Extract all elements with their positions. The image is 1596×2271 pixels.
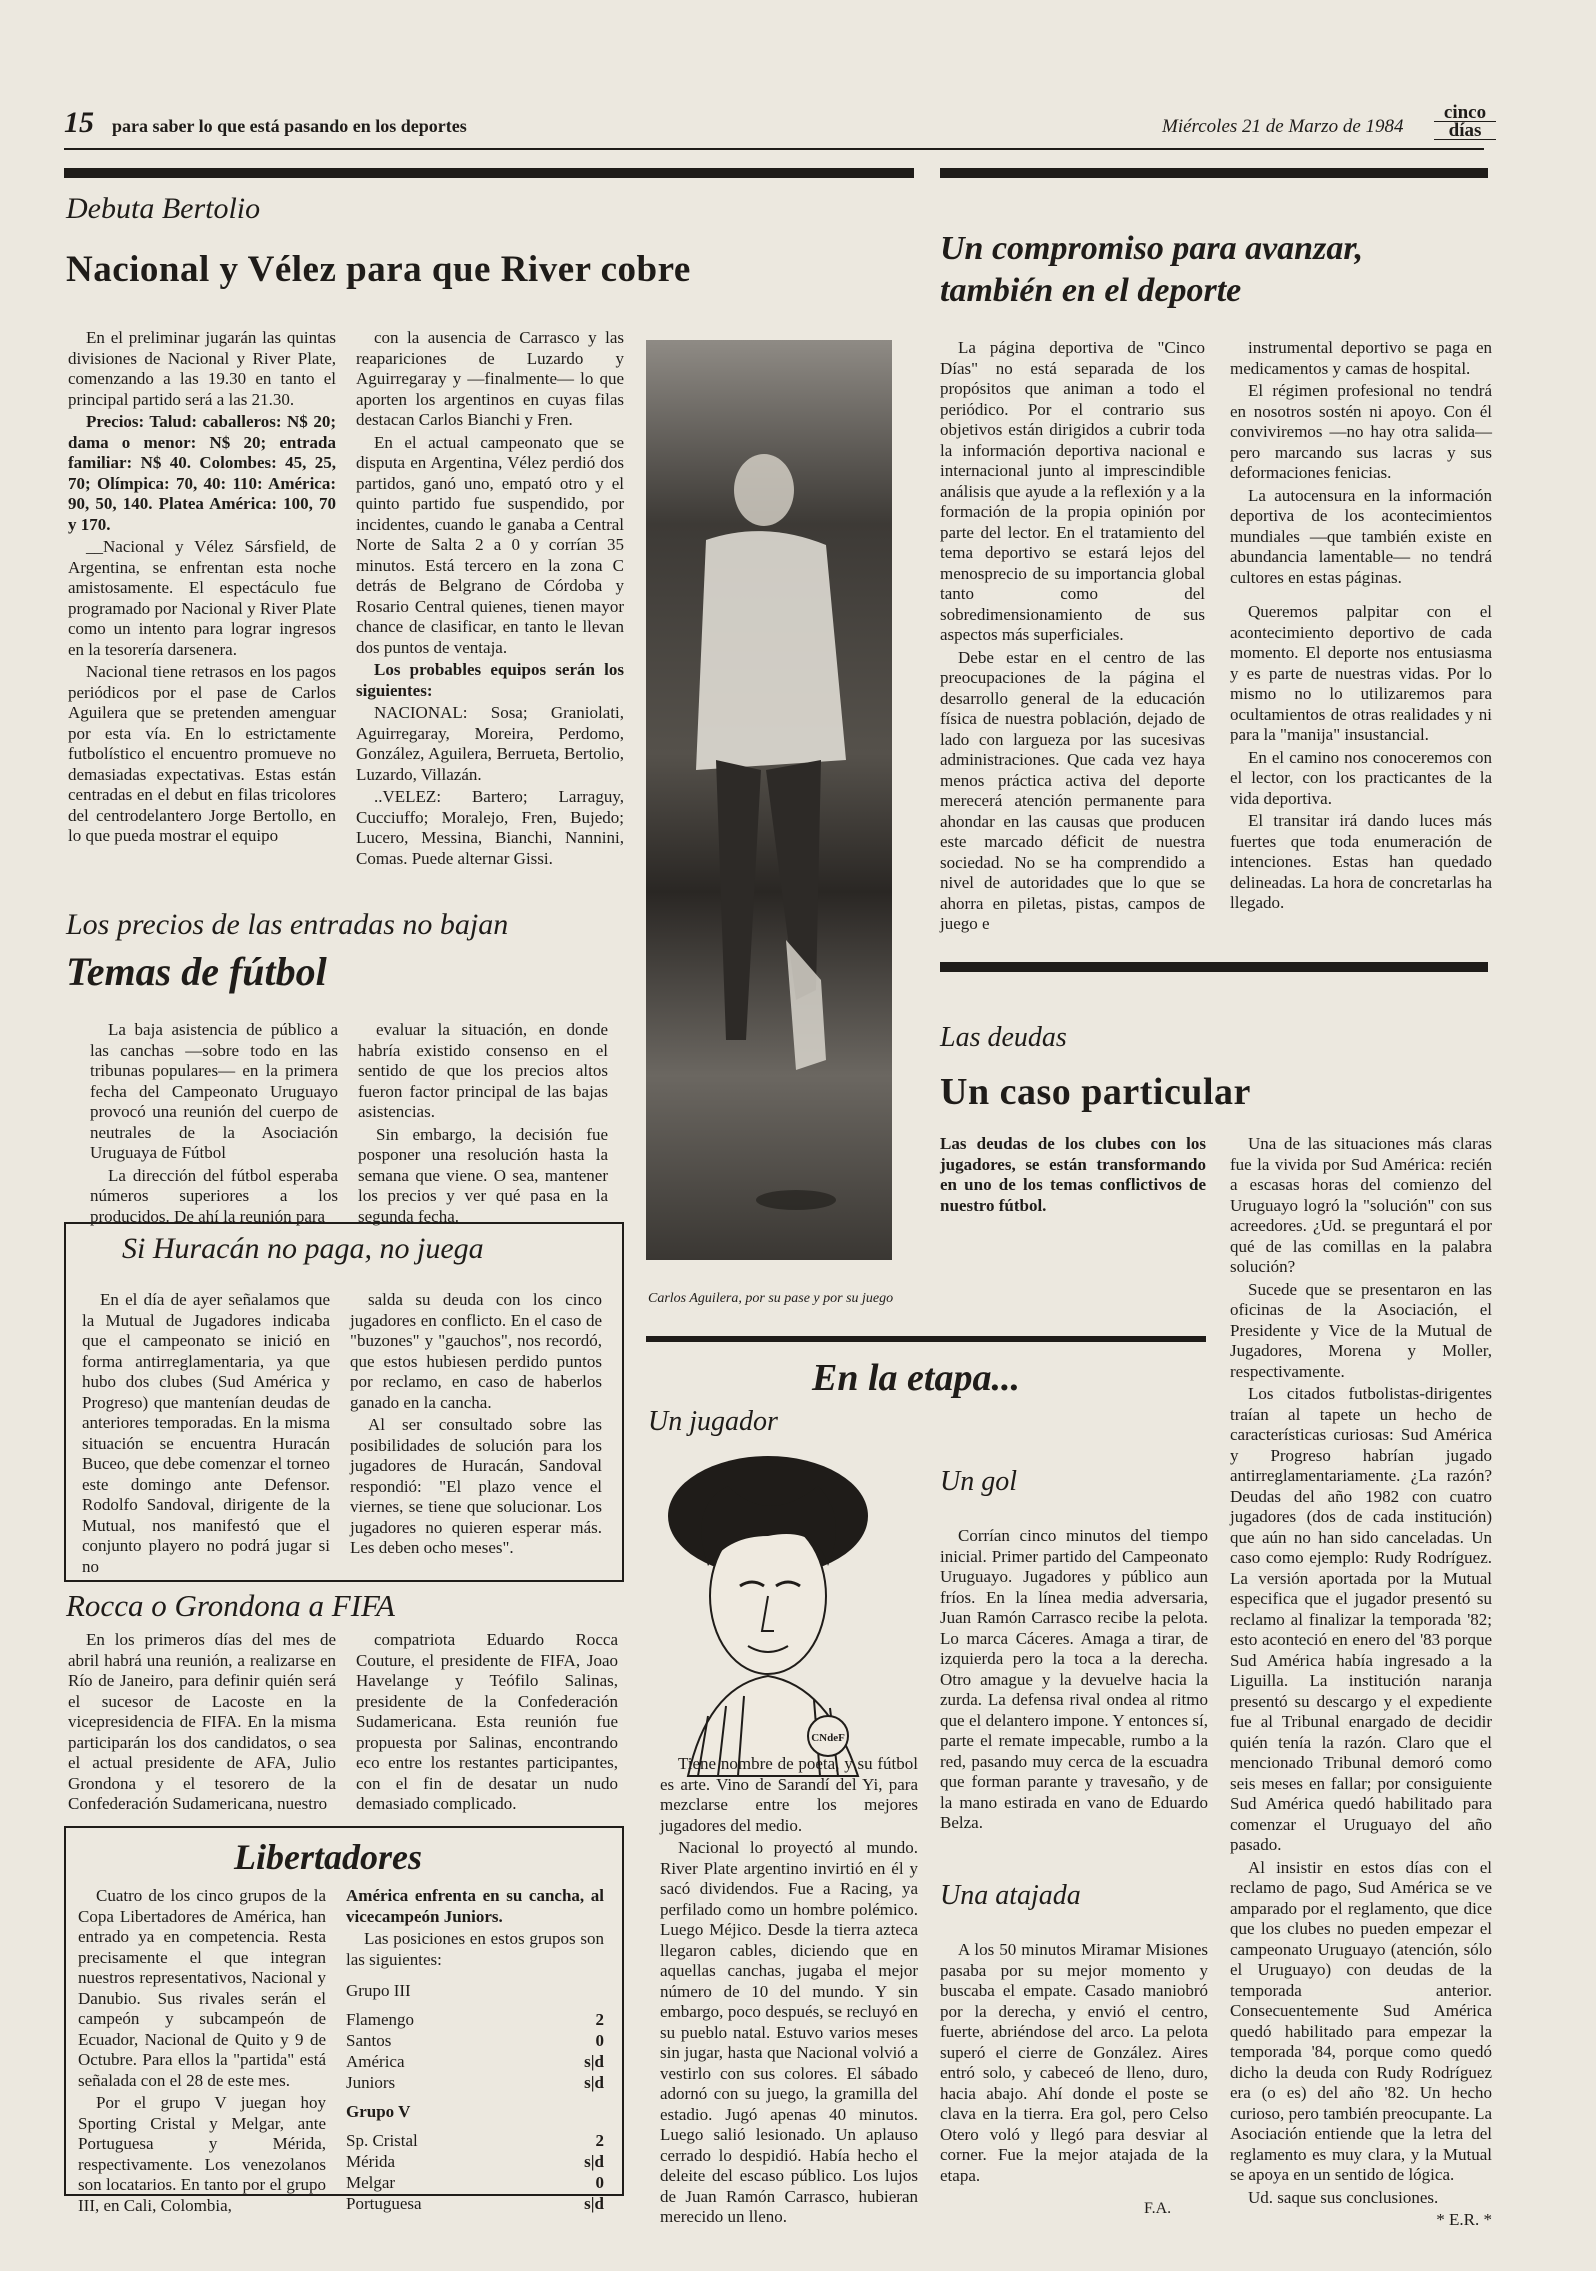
section-rule [940, 962, 1488, 972]
paragraph: Sucede que se presentaron en las oficinas de la Asociación, el Presidente y Vice de la Mutual de Jugadores, Morena y Moller, respectivamente. [1230, 1279, 1492, 1381]
paragraph: salda su deuda con los cinco jugadores en conflicto. En el caso de "buzones" y "gauchos", nos recordó, que estos hubiesen perdido puntos por reclamo, en caso de haberlos ganado en la cancha. [350, 1290, 602, 1412]
points: 0 [595, 2173, 604, 2192]
article-column [356, 1630, 618, 1817]
article-column [68, 1630, 336, 1817]
article-column [1230, 338, 1492, 916]
article-kicker: Los precios de las entradas no bajan [66, 908, 509, 941]
paragraph: Ud. saque sus conclusiones. [1248, 2187, 1439, 2207]
signature: F.A. [1144, 2200, 1172, 2217]
paragraph: con la ausencia de Carrasco y las reapariciones de Luzardo y Aguirregaray y —finalmente— lo que aporten los argentinos en cuyas filas destacan Carlos Bianchi y Fren. [356, 328, 624, 429]
paragraph: __Nacional y Vélez Sársfield, de Argentina, se enfrentan esta noche amistosamente. El espectáculo fue programado por Nacional y River Plate como un intento para lograr ingresos en la tesorería darsenera. [68, 537, 336, 659]
paragraph: En el actual campeonato que se disputa en Argentina, Vélez perdió dos partidos, ganó uno, empató otro y el quinto partido fue suspendido, por incidentes, cuando le ganaba a Central Norte de Salta 2 a 0 y corrían 35 minutos. Está tercero en la zona C detrás de Belgrano de Córdoba y Rosario Central quienes, tienen mayor chance de clasificar, en tanto le llevan dos puntos de ventaja. [356, 432, 624, 657]
page-number: 15 [64, 106, 94, 139]
paragraph: Sin embargo, la decisión fue posponer una resolución hasta la semana que viene. O sea, mantener los precios y ver qué pasa en la segunda fecha. [358, 1124, 608, 1226]
article-kicker: Debuta Bertolio [66, 192, 261, 225]
paragraph: Corrían cinco minutos del tiempo inicial. Primer partido del Campeonato Uruguayo. Jugadores y público aun fríos. En la línea media adversaria, Juan Ramón Carrasco recibe la pelota. Lo marca Cáceres. Amaga a tirar, de izquierda pero la toca a la derecha. Otro amague y la devuelve hacia la zurda. La defensa rival ondea al ritmo que el delantero impone. Y entonces sí, parte el remate impecable, rumbo a la red, pasando muy cerca de la escuadra que forman parante y travesaño, y de la mano estirada en vano de Eduardo Belza. [940, 1526, 1208, 1832]
article-column [356, 328, 624, 871]
title-line-1: Un compromiso para avanzar, [940, 230, 1364, 267]
page-header [64, 104, 1544, 144]
photo-caption: Carlos Aguilera, por su pase y por su juego [648, 1291, 894, 1306]
paragraph: Queremos palpitar con el acontecimiento deportivo de cada momento. El deporte nos entusiasma y es parte de nuestras vidas. Por lo mismo no lo utilizaremos para ocultamientos de otras realidades y ni para la "manija" insustancial. [1230, 602, 1492, 744]
article-title: Rocca o Grondona a FIFA [66, 1588, 395, 1623]
player-photo [646, 340, 892, 1260]
article-title: Libertadores [234, 1837, 422, 1877]
section-tagline: para saber lo que está pasando en los deportes [112, 116, 467, 136]
paragraph: La baja asistencia de público a las canchas —sobre todo en las tribunas populares— en la primera fecha del Campeonato Uruguayo provocó una reunión del cuerpo de neutrales de la Asociación Uruguaya de Fútbol [90, 1020, 338, 1162]
group-title: Grupo III [346, 1981, 411, 2000]
boxed-article [64, 1222, 624, 1582]
table-row [346, 2172, 604, 2193]
article-title: En la etapa... [812, 1357, 1020, 1399]
header-rule [64, 148, 1484, 150]
section-rule [646, 1336, 1206, 1342]
paragraph: El régimen profesional no tendrá en nosotros sostén ni apoyo. Con él conviviremos —no hay otra salida— pero marcando sus lacras y sus deformaciones fenicias. [1230, 381, 1492, 482]
team: América [346, 2052, 405, 2071]
table-row [346, 2130, 604, 2151]
standings-table [346, 1980, 604, 2214]
paragraph: En los primeros días del mes de abril habrá una reunión, a realizarse en Río de Janeiro, para definir quién será el sucesor de Lacoste en la vicepresidencia de FIFA. En la misma participarán los dos candidatos, o sea el actual presidente de AFA, Julio Grondona y el tesorero de la Confederación Sudamericana, nuestro [68, 1630, 336, 1813]
paragraph: instrumental deportivo se paga en medicamentos y camas de hospital. [1230, 338, 1492, 378]
article-column [940, 1940, 1208, 2188]
table-row [346, 2151, 604, 2172]
team: Mérida [346, 2152, 396, 2171]
subsection-title: Una atajada [940, 1880, 1081, 1911]
player-portrait-drawing [648, 1446, 918, 1786]
paragraph: NACIONAL: Sosa; Graniolati, Aguirregaray, Moreira, Perdomo, González, Aguilera, Berrueta, Bertolio, Luzardo, Villazán. [356, 703, 624, 784]
paragraph: El transitar irá dando luces más fuertes que toda enumeración de intenciones. Estas han quedado delineadas. La hora de concretarlas ha llegado. [1230, 811, 1492, 912]
article-title: Si Huracán no paga, no juega [122, 1232, 484, 1265]
paragraph: Nacional tiene retrasos en los pagos periódicos por el pase de Carlos Aguilera que se pretenden amenguar por esta vía. En lo estrictamente futbolístico el encuentro promueve no demasiadas expectativas. Estas están centradas en el debut en filas tricolores del centrodelantero Jorge Bertollo, en lo que pueda mostrar el equipo [68, 662, 336, 845]
paragraph: En el preliminar jugarán las quintas divisiones de Nacional y River Plate, comenzando a las 19.30 en tanto el principal partido será a las 21.30. [68, 328, 336, 409]
article-column [346, 1886, 604, 2214]
article-title: Un caso particular [940, 1071, 1251, 1113]
article-column [1230, 1134, 1492, 2233]
article-column [940, 1526, 1208, 1836]
points: s|d [584, 2052, 604, 2071]
team: Sp. Cristal [346, 2131, 418, 2150]
article-title: Temas de fútbol [66, 949, 327, 994]
title-line-2: también en el deporte [940, 272, 1242, 309]
article-column [68, 328, 336, 849]
paragraph: Los citados futbolistas-dirigentes traían al tapete un hecho de características curiosas: Sud América y Progreso habrían jugado antirreglamentariamente. ¿La razón? Deudas del año 1982 con cuatro jugadores (dos de cada institución) que aún no han sido canceladas. Un caso como ejemplo: Rudy Rodríguez. La versión aportada por la Mutual especifica que el jugador presentó su reclamo al finalizar la temporada '82; esto aconteció en enero del '83 porque Sud América había ingresado a la Liguilla. La institución naranja presentó su descargo y el expediente fue al Tribunal enargado de decidir quién tenía la razón. Claro que el mencionado Tribunal demoró como seis meses en fallar; por consiguiente Sud América quedó habilitado para comenzar el Uruguayo del año pasado. [1230, 1384, 1492, 1854]
badge-text: CNdeF [811, 1732, 845, 1744]
paragraph: Al ser consultado sobre las posibilidades de solución para los jugadores de Huracán, Sandoval respondió: "El plazo vence el viernes, se tiene que solucionar. Los jugadores no quieren esperar más. Les deben ocho meses". [350, 1415, 602, 1557]
paragraph: evaluar la situación, en donde habría existido consenso en el sentido de que los precios altos fueron factor principal de las bajas asistencias. [358, 1020, 608, 1121]
article-column [358, 1020, 608, 1229]
article-column [82, 1290, 330, 1579]
points: 2 [595, 2131, 604, 2150]
player-silhouette [646, 340, 892, 1260]
paragraph: ..VELEZ: Bartero; Larraguy, Cucciuffo; Moralejo, Fren, Bujedo; Lucero, Messina, Bianchi, Nannini, Comas. Puede alternar Gissi. [356, 787, 624, 868]
paragraph: Nacional lo proyectó al mundo. River Plate argentino invirtió en él y sacó dividendos. Fue a Racing, ya perfilado como un hombre polémico. Luego Méjico. Desde la tierra azteca llegaron cables, diciendo que en aquellas canchas, jugaba el mejor número de 10 del mundo. Y sin embargo, poco después, se recluyó en su pueblo natal. Estuvo varios meses sin jugar, hasta que Nacional volvió a vestirlo con sus colores. El sábado adornó con su juego, la gramilla del estadio. Jugó apenas 40 minutos. Luego salió lesionado. Un aplauso cerrado lo despidió. Había hecho el deleite del escaso público. Los lujos de Juan Ramón Carrasco, hubieran merecido un lleno. [660, 1838, 918, 2226]
paragraph: La dirección del fútbol esperaba números superiores a los producidos. De ahí la reunión para [90, 1165, 338, 1226]
newspaper-logo [1434, 104, 1496, 140]
points: 0 [595, 2031, 604, 2050]
article-kicker: Las deudas [940, 1022, 1067, 1053]
team: Santos [346, 2031, 392, 2050]
paragraph: Cuatro de los cinco grupos de la Copa Libertadores de América, han entrado ya en competencia. Resta precisamente el que integran nuestros representativos, Nacional y Danubio. Sus rivales serán el campeón y subcampeón de Ecuador, Nacional de Quito y 9 de Octubre. Para ellos la "partida" está señalada con el 28 de este mes. [78, 1886, 326, 2090]
paragraph: América enfrenta en su cancha, al vicecampeón Juniors. [346, 1886, 604, 1926]
subsection-title: Un jugador [648, 1406, 778, 1437]
paragraph: La página deportiva de "Cinco Días" no está separada de los propósitos que animan a todo el periódico. Por el contrario sus objetivos están dirigidos a cubrir toda la información deportiva nacional e internacional junto al imprescindible análisis que ayude a la reflexión y a la formación de la propia opinión por parte del lector. En el tratamiento del tema deportivo se estará lejos del menosprecio de su importancia global tanto como del sobredimensionamiento de sus aspectos más superficiales. [940, 338, 1205, 644]
paragraph: Al insistir en estos días con el reclamo de pago, Sud América se ve amparado por el reglamento, que dice que los clubes no pueden empezar el campeonato Uruguayo (atención, sólo el Uruguayo) con deudas de la temporada anterior. Consecuentemente Sud América quedó habilitado para empezar la temporada '84, porque como quedó dicho la deuda con Rudy Rodríguez era (o es) del año '82. Un hecho curioso, pero también preocupante. La Asociación entiende que la letra del reglamento es muy clara, y la Mutual se apoya en un sentido de lógica. [1230, 1857, 1492, 2184]
team: Flamengo [346, 2010, 414, 2029]
article-column [90, 1020, 338, 1229]
team: Melgar [346, 2173, 396, 2192]
paragraph: Una de las situaciones más claras fue la vivida por Sud América: recién a escasas horas del comienzo del Uruguayo logró la "solución" con sus acreedores. ¿Ud. se preguntará el por qué de las comillas en la palabra solución? [1230, 1134, 1492, 1276]
points: s|d [584, 2152, 604, 2171]
group-title: Grupo V [346, 2102, 411, 2121]
table-row [346, 2193, 604, 2214]
article-column [350, 1290, 602, 1561]
logo-line-1: cinco [1443, 102, 1487, 123]
paragraph: Debe estar en el centro de las preocupaciones de la página el desarrollo general de la educación física de nuestra población, dejado de lado con largueza por las sucesivas administraciones. Que cada vez haya menos práctica activa del deporte merecerá atención permanente para ahondar en las causas que producen este marcado déficit de nuestra sociedad. No se ha comprendido a nivel de autoridades que lo que se ahorra en piletas, pistas, campos de juego e [940, 647, 1205, 933]
table-row [346, 2051, 604, 2072]
paragraph: Los probables equipos serán los siguientes: [356, 660, 624, 700]
signature: * E.R. * [1436, 2210, 1492, 2229]
points: 2 [595, 2010, 604, 2029]
article-intro: Las deudas de los clubes con los jugadores, se están transformando en uno de los temas conflictivos de nuestro fútbol. [940, 1134, 1206, 1215]
article-column [660, 1754, 918, 2230]
article-column [78, 1886, 326, 2218]
subsection-title: Un gol [940, 1466, 1017, 1497]
paragraph: Tiene nombre de poeta, y su fútbol es arte. Vino de Sarandí del Yi, para mezclarse entre los mejores jugadores del medio. [660, 1754, 918, 1835]
issue-date: Miércoles 21 de Marzo de 1984 [1162, 116, 1404, 137]
paragraph: A los 50 minutos Miramar Misiones pasaba por su mejor momento y buscaba el empate. Casado maniobró por la derecha, y envió el centro, fuerte, abriéndose del arco. La pelota superó el cierre de González. Aires entró solo, y cabeceó de lleno, duro, hacia abajo. Ahí donde el poste se clava en la tierra. Era gol, pero Celso Otero voló y llegó para desviar al corner. Fue la mejor atajada de la etapa. [940, 1940, 1208, 2185]
paragraph: Precios: Talud: caballeros: N$ 20; dama o menor: N$ 20; entrada familiar: N$ 40. Colombes: 45, 25, 70; Olímpica: 70, 40: 110: América: 90, 50, 140. Platea América: 100, 70 y 170. [68, 412, 336, 534]
paragraph: La autocensura en la información deportiva de los acontecimientos mundiales —que también existe en abundancia lamentable— no tendrá cultores en estas páginas. [1230, 485, 1492, 587]
article-column [940, 338, 1205, 937]
article-title: Nacional y Vélez para que River cobre [66, 249, 691, 290]
paragraph: En el día de ayer señalamos que la Mutual de Jugadores indicaba que el campeonato se inició en forma antirreglamentaria, ya que hubo dos clubes (Sud América y Progreso) que mantenían deudas de anteriores temporadas. En la misma situación se encuentra Huracán Buceo, que debe comenzar el torneo este domingo ante Defensor. Rodolfo Sandoval, dirigente de la Mutual, nos manifestó que el conjunto playero no podrá jugar si no [82, 1290, 330, 1576]
paragraph: Las posiciones en estos grupos son las siguientes: [346, 1929, 604, 1969]
points: s|d [584, 2194, 604, 2213]
paragraph: compatriota Eduardo Rocca Couture, el presidente de FIFA, Joao Havelange y Teófilo Salinas, presidente de la Confederación Sudamericana. Esta reunión fue propuesta por Salinas, encontrando eco entre los restantes participantes, con el fin de desatar un nudo demasiado complicado. [356, 1630, 618, 1813]
team: Juniors [346, 2073, 396, 2092]
article-title [940, 228, 1363, 312]
logo-line-2: días [1434, 121, 1496, 140]
boxed-article [64, 1826, 624, 2215]
section-rule [940, 168, 1488, 178]
section-rule [64, 168, 914, 178]
paragraph: Por el grupo V juegan hoy Sporting Cristal y Melgar, ante Portuguesa y Mérida, respectivamente. Los venezolanos son locatarios. En tanto por el grupo III, en Cali, Colombia, [78, 2093, 326, 2215]
points: s|d [584, 2073, 604, 2092]
table-row [346, 2030, 604, 2051]
table-row [346, 2009, 604, 2030]
table-row [346, 2072, 604, 2093]
team: Portuguesa [346, 2194, 422, 2213]
paragraph: En el camino nos conoceremos con el lector, con los practicantes de la vida deportiva. [1230, 747, 1492, 808]
